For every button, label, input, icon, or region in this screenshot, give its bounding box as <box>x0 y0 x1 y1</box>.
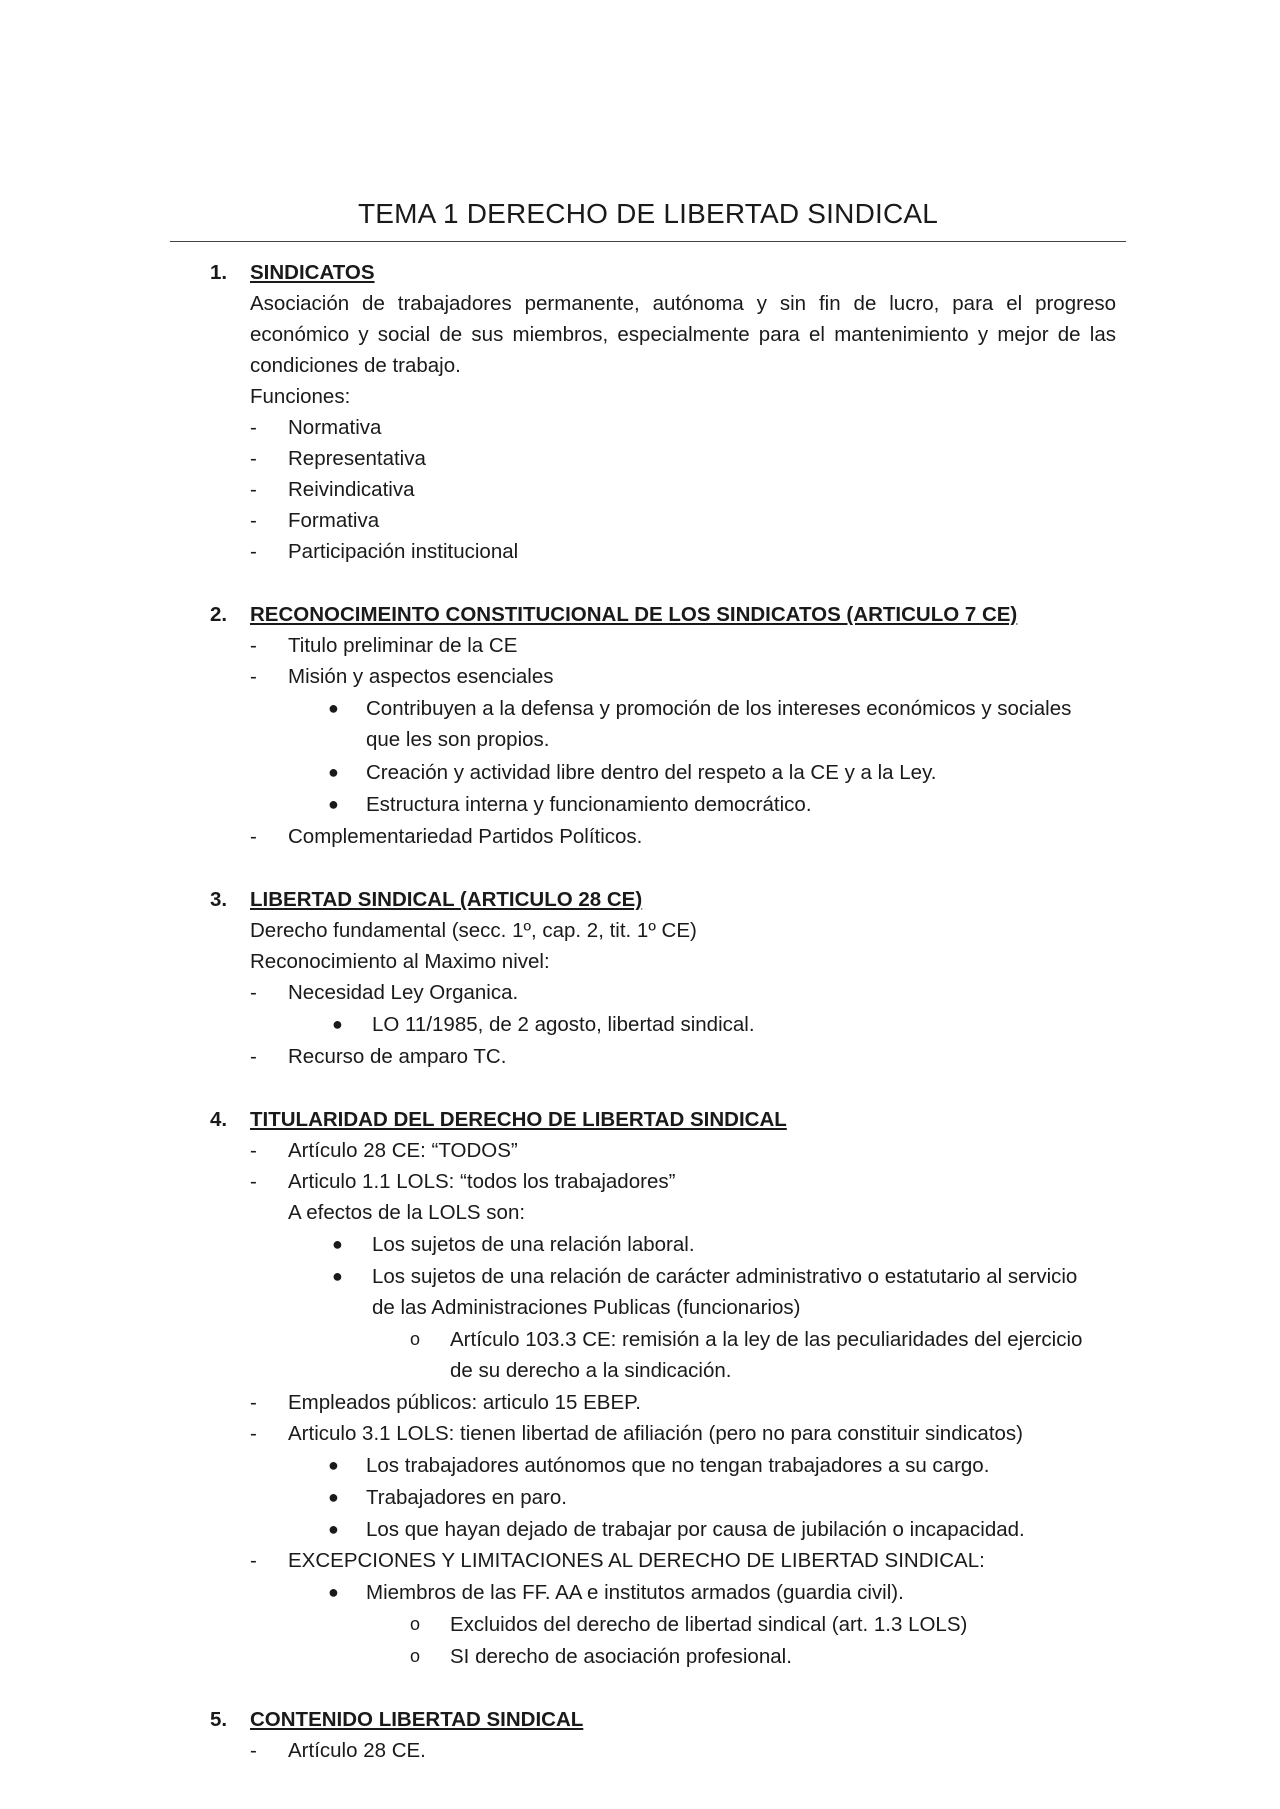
sub-item: Los sujetos de una relación de carácter administrativo o estatutario al servicio <box>372 1265 1078 1288</box>
dash-bullet: - <box>250 825 257 848</box>
sub-item: Los sujetos de una relación laboral. <box>372 1233 695 1256</box>
bullet-icon: ● <box>328 1519 339 1539</box>
dash-bullet: - <box>250 1139 257 1162</box>
dash-bullet: - <box>250 540 257 563</box>
sub-item: Trabajadores en paro. <box>366 1486 567 1509</box>
dash-bullet: - <box>250 447 257 470</box>
list-item: Titulo preliminar de la CE <box>288 634 518 657</box>
sub-sub-item-continuation: de su derecho a la sindicación. <box>450 1359 732 1382</box>
funcion-item: Representativa <box>288 447 426 470</box>
section-2-heading: RECONOCIMEINTO CONSTITUCIONAL DE LOS SINDICATOS (ARTICULO 7 CE) <box>250 603 1018 626</box>
section-4-number: 4. <box>210 1108 228 1131</box>
list-item: Articulo 1.1 LOLS: “todos los trabajadores” <box>288 1170 676 1193</box>
section-3-heading: LIBERTAD SINDICAL (ARTICULO 28 CE) <box>250 888 643 911</box>
sub-sub-item: Excluidos del derecho de libertad sindical (art. 1.3 LOLS) <box>450 1613 968 1636</box>
section-2-number: 2. <box>210 603 228 626</box>
circle-bullet-icon: o <box>410 1329 421 1349</box>
title-underline <box>170 241 1126 242</box>
list-item: Complementariedad Partidos Políticos. <box>288 825 643 848</box>
list-item: Recurso de amparo TC. <box>288 1045 507 1068</box>
section-1-definition-line: económico y social de sus miembros, especialmente para el mantenimiento y mejor de las <box>250 323 1116 346</box>
sub-item: LO 11/1985, de 2 agosto, libertad sindical. <box>372 1013 755 1036</box>
section-1-number: 1. <box>210 261 228 284</box>
dash-bullet: - <box>250 478 257 501</box>
list-item: EXCEPCIONES Y LIMITACIONES AL DERECHO DE LIBERTAD SINDICAL: <box>288 1549 985 1572</box>
dash-bullet: - <box>250 665 257 688</box>
funcion-item: Formativa <box>288 509 380 532</box>
funcion-item: Participación institucional <box>288 540 519 563</box>
section-1-definition-line: Asociación de trabajadores permanente, autónoma y sin fin de lucro, para el progreso <box>250 292 1116 315</box>
dash-bullet: - <box>250 1549 257 1572</box>
dash-bullet: - <box>250 1170 257 1193</box>
sub-item-continuation: que les son propios. <box>366 728 550 751</box>
section-3-text: Reconocimiento al Maximo nivel: <box>250 950 550 973</box>
list-item: Empleados públicos: articulo 15 EBEP. <box>288 1391 641 1414</box>
list-item: Articulo 3.1 LOLS: tienen libertad de afiliación (pero no para constituir sindicatos) <box>288 1422 1023 1445</box>
sub-sub-item: SI derecho de asociación profesional. <box>450 1645 792 1668</box>
dash-bullet: - <box>250 1739 257 1762</box>
circle-bullet-icon: o <box>410 1614 421 1634</box>
sub-sub-item: Artículo 103.3 CE: remisión a la ley de las peculiaridades del ejercicio <box>450 1328 1083 1351</box>
bullet-icon: ● <box>328 794 339 814</box>
sub-item: Creación y actividad libre dentro del respeto a la CE y a la Ley. <box>366 761 937 784</box>
sub-item: Contribuyen a la defensa y promoción de los intereses económicos y sociales <box>366 697 1072 720</box>
bullet-icon: ● <box>332 1234 343 1254</box>
dash-bullet: - <box>250 509 257 532</box>
sub-item: Estructura interna y funcionamiento democrático. <box>366 793 812 816</box>
funcion-item: Reivindicativa <box>288 478 415 501</box>
circle-bullet-icon: o <box>410 1646 421 1666</box>
section-1-heading: SINDICATOS <box>250 261 375 284</box>
dash-bullet: - <box>250 416 257 439</box>
section-5-heading: CONTENIDO LIBERTAD SINDICAL <box>250 1708 584 1731</box>
dash-bullet: - <box>250 1045 257 1068</box>
efectos-label: A efectos de la LOLS son: <box>288 1201 526 1224</box>
dash-bullet: - <box>250 1391 257 1414</box>
section-3-number: 3. <box>210 888 228 911</box>
list-item: Artículo 28 CE: “TODOS” <box>288 1139 518 1162</box>
bullet-icon: ● <box>328 698 339 718</box>
sub-item: Los que hayan dejado de trabajar por causa de jubilación o incapacidad. <box>366 1518 1025 1541</box>
funciones-label: Funciones: <box>250 385 351 408</box>
bullet-icon: ● <box>332 1266 343 1286</box>
bullet-icon: ● <box>328 1455 339 1475</box>
bullet-icon: ● <box>328 762 339 782</box>
dash-bullet: - <box>250 981 257 1004</box>
dash-bullet: - <box>250 634 257 657</box>
page-title: TEMA 1 DERECHO DE LIBERTAD SINDICAL <box>357 198 939 229</box>
dash-bullet: - <box>250 1422 257 1445</box>
sub-item: Miembros de las FF. AA e institutos armados (guardia civil). <box>366 1581 904 1604</box>
bullet-icon: ● <box>328 1582 339 1602</box>
section-3-text: Derecho fundamental (secc. 1º, cap. 2, tit. 1º CE) <box>250 919 697 942</box>
sub-item-continuation: de las Administraciones Publicas (funcionarios) <box>372 1296 801 1319</box>
section-4-heading: TITULARIDAD DEL DERECHO DE LIBERTAD SINDICAL <box>250 1108 787 1131</box>
funcion-item: Normativa <box>288 416 382 439</box>
bullet-icon: ● <box>328 1487 339 1507</box>
list-item: Necesidad Ley Organica. <box>288 981 519 1004</box>
sub-item: Los trabajadores autónomos que no tengan trabajadores a su cargo. <box>366 1454 990 1477</box>
list-item: Misión y aspectos esenciales <box>288 665 554 688</box>
list-item: Artículo 28 CE. <box>288 1739 426 1762</box>
section-5-number: 5. <box>210 1708 228 1731</box>
section-1-definition-line: condiciones de trabajo. <box>250 354 461 377</box>
bullet-icon: ● <box>332 1014 343 1034</box>
